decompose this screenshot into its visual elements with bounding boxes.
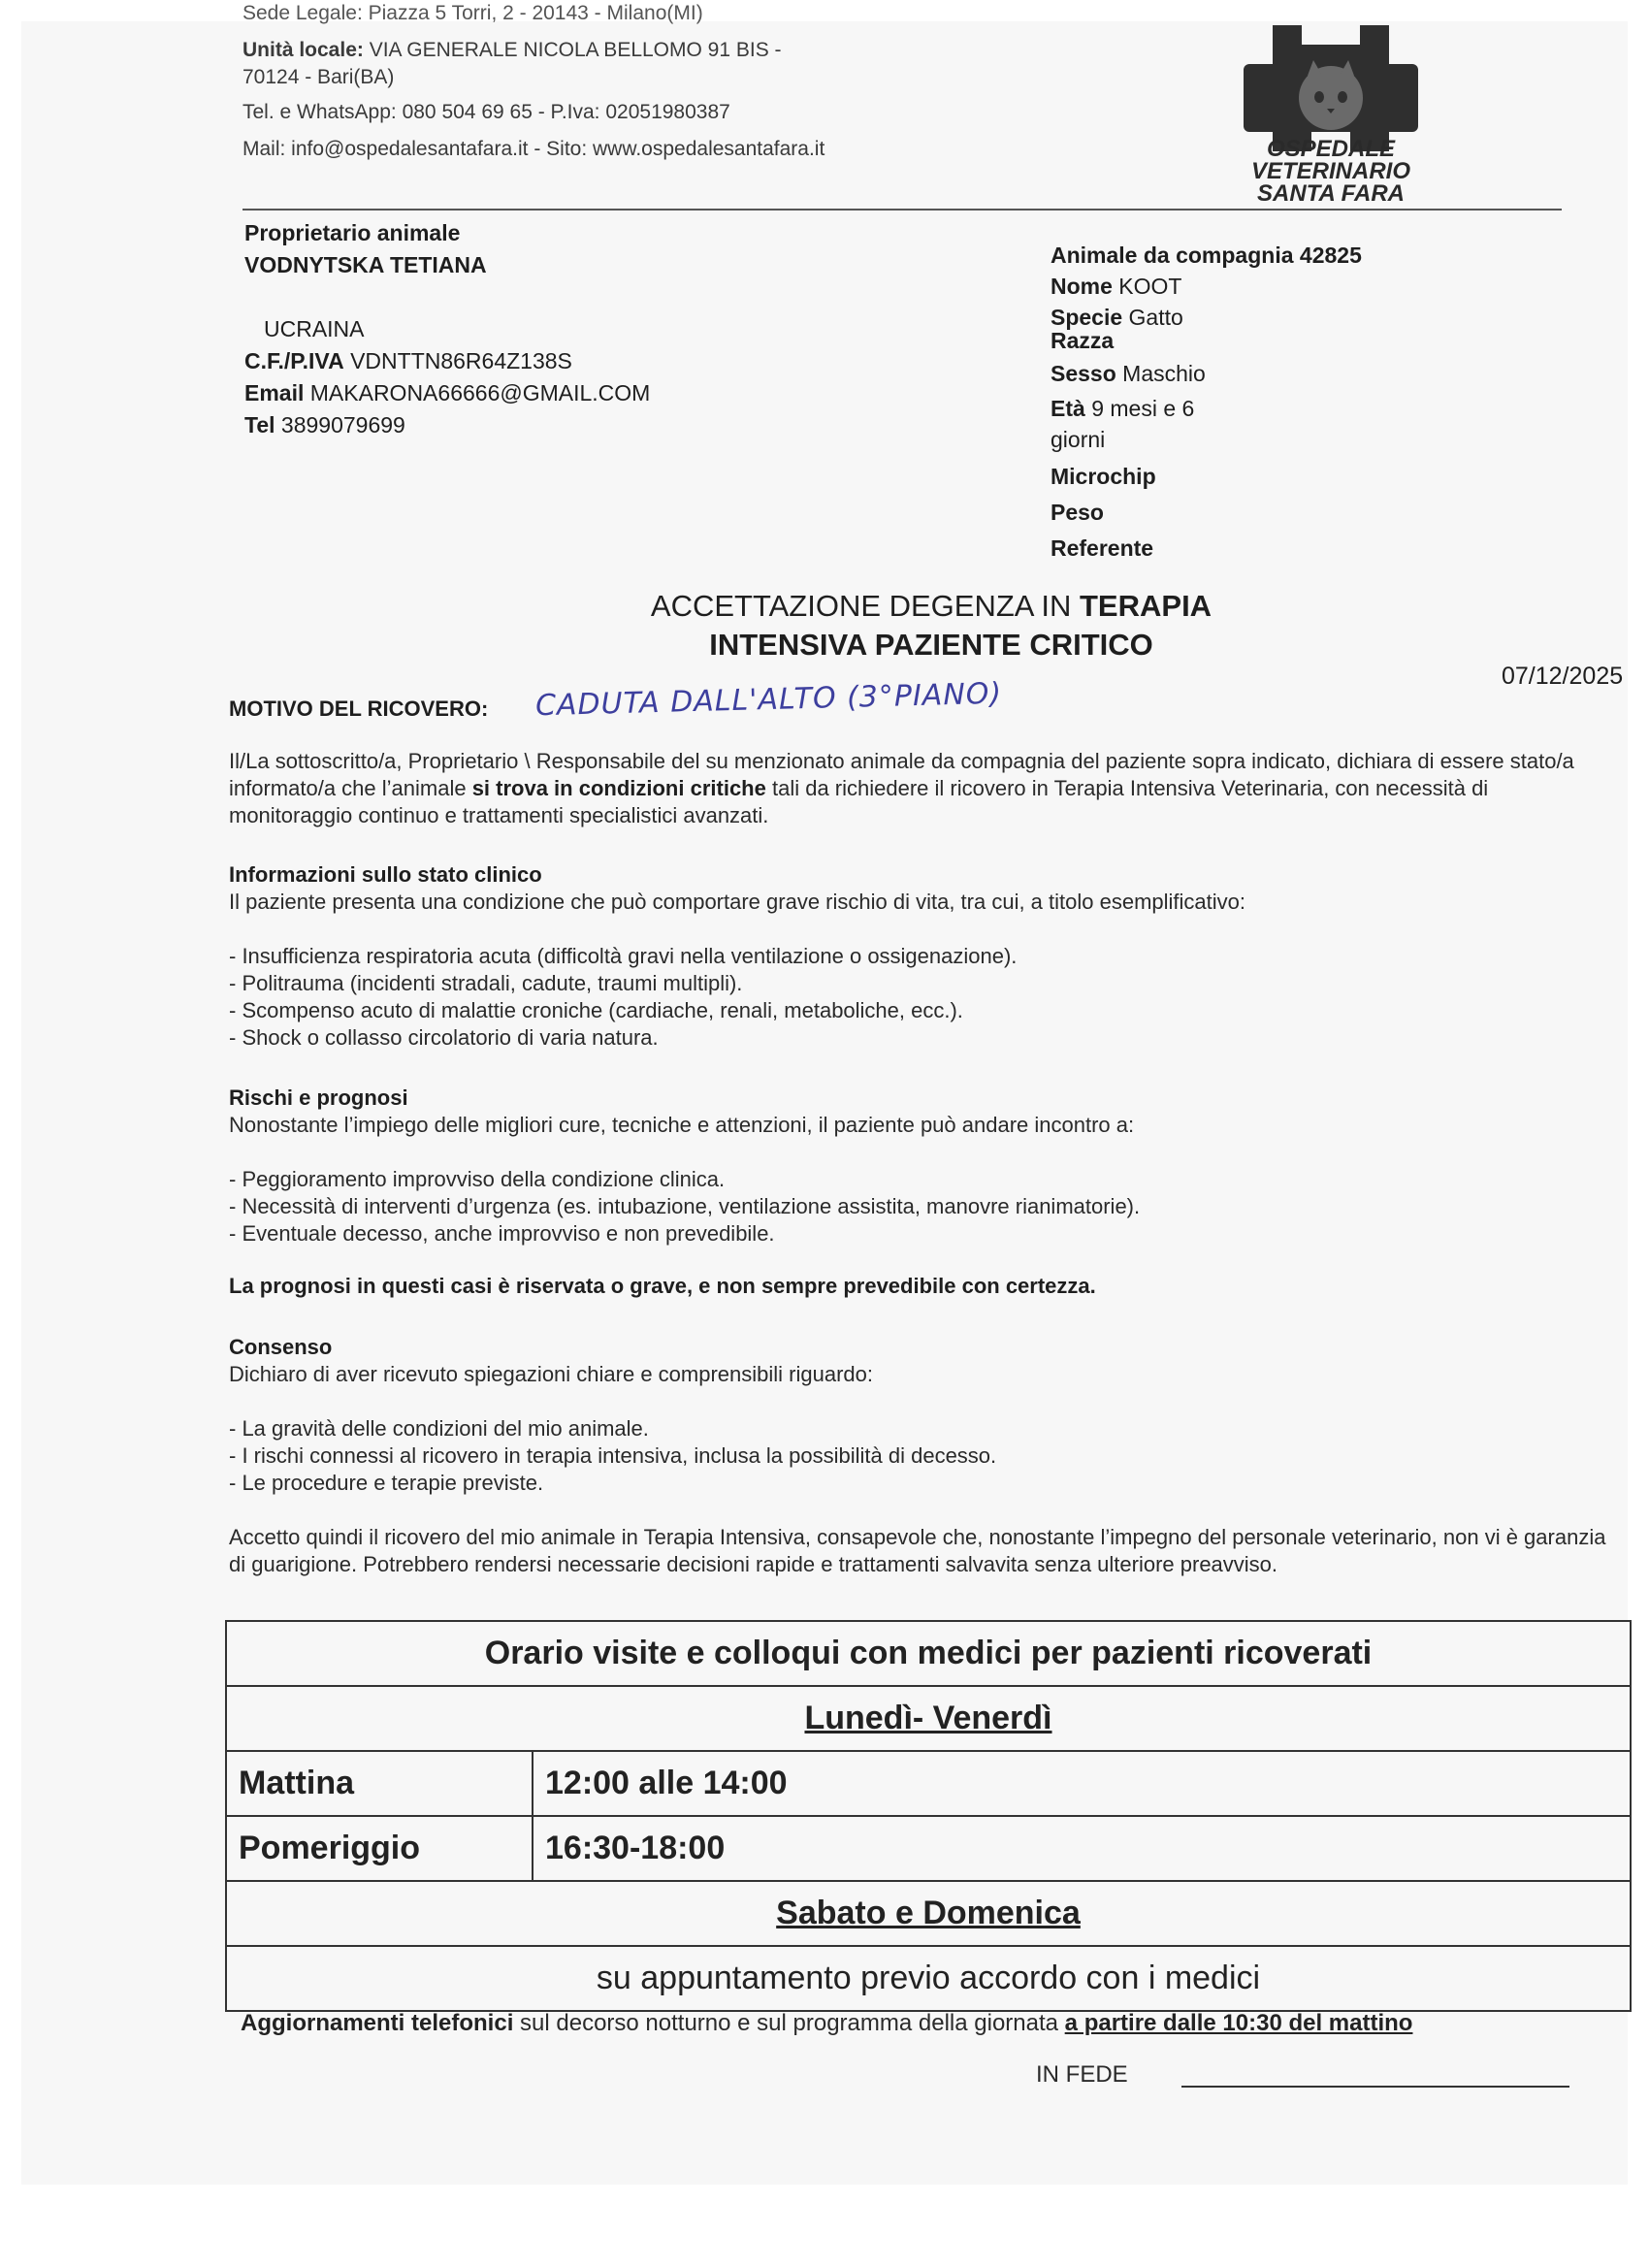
pet-eta-label: Età [1051,396,1085,421]
list-item: - Eventuale decesso, anche improvviso e non prevedibile. [229,1221,775,1246]
pet-nome-label: Nome [1051,274,1113,299]
pet-razza-label: Razza [1051,328,1115,353]
owner-tel-value: 3899079699 [280,412,405,437]
rischi-heading: Rischi e prognosi [229,1085,408,1110]
pet-sesso-value: Maschio [1122,361,1206,386]
consenso-section [229,1334,1616,1578]
footer-bold: Aggiornamenti telefonici [241,2010,514,2036]
list-item: - Shock o collasso circolatorio di varia natura. [229,1025,659,1050]
document-date: 07/12/2025 [1502,663,1624,690]
pet-specie-value: Gatto [1128,305,1183,330]
list-item: - Politrauma (incidenti stradali, cadute, traumi multipli). [229,971,743,995]
stato-clinico-heading: Informazioni sullo stato clinico [229,862,542,887]
owner-email-value: MAKARONA66666@GMAIL.COM [309,380,651,405]
footer-plain: sul decorso notturno e sul programma della giornata [513,2010,1065,2036]
list-item: - Insufficienza respiratoria acuta (difficoltà gravi nella ventilazione o ossigenazione). [229,944,1018,968]
owner-email-label: Email [244,380,305,405]
intro-paragraph [229,748,1616,829]
rischi-intro: Nonostante l’impiego delle migliori cure, tecniche e attenzioni, il paziente può andare incontro a: [229,1113,1135,1137]
intro-bold: si trova in condizioni critiche [471,776,766,800]
pet-specie-label: Specie [1051,305,1123,330]
intro-part1: Il/La sottoscritto/a, Proprietario \ Responsabile del su menzionato animale da compagnia del paziente sopra indicato, dichiara di essere stato/a informato/a che l’animale [229,749,1574,800]
prognosi-statement: La prognosi in questi casi è riservata o grave, e non sempre prevedibile con certezza. [229,1274,1096,1298]
owner-cf-value: VDNTTN86R64Z138S [350,348,572,373]
consenso-heading: Consenso [229,1335,333,1359]
table-row [226,1816,1631,1881]
row-value: 16:30-18:00 [533,1816,1631,1881]
header-unita [242,39,782,62]
owner-cf-label: C.F./P.IVA [244,348,344,373]
logo-line-3: SANTA FARA [1257,180,1405,207]
weekend-note: su appuntamento previo accordo con i medici [226,1946,1631,2011]
list-item: - La gravità delle condizioni del mio animale. [229,1416,649,1441]
title-line2: INTENSIVA PAZIENTE CRITICO [709,628,1153,662]
owner-block [244,217,650,441]
pet-eta-value-1: 9 mesi e 6 [1091,396,1195,421]
list-item: - Necessità di interventi d’urgenza (es. intubazione, ventilazione assistita, manovre rianimatorie). [229,1194,1141,1218]
logo-line-1: OSPEDALE [1266,136,1396,162]
row-label: Pomeriggio [226,1816,533,1881]
list-item: - Peggioramento improvviso della condizione clinica. [229,1167,726,1191]
weekend-heading: Sabato e Domenica [226,1881,1631,1946]
owner-heading: Proprietario animale [244,220,461,245]
header-tel: Tel. e WhatsApp: 080 504 69 65 - P.Iva: 02051980387 [242,101,730,123]
pet-peso-label: Peso [1051,500,1104,525]
consenso-intro: Dichiaro di aver ricevuto spiegazioni chiare e comprensibili riguardo: [229,1362,873,1386]
pet-microchip-label: Microchip [1051,464,1156,489]
owner-tel-label: Tel [244,412,275,437]
header-sede: Sede Legale: Piazza 5 Torri, 2 - 20143 - Milano(MI) [242,2,703,24]
table-row [226,1751,1631,1816]
logo-wordmark [1224,138,1438,205]
row-label: Mattina [226,1751,533,1816]
pet-heading: Animale da compagnia 42825 [1051,243,1362,268]
document-title [485,587,1377,664]
list-item: - Scompenso acuto di malattie croniche (cardiache, renali, metaboliche, ecc.). [229,998,963,1022]
pet-referente-label: Referente [1051,535,1154,561]
title-line1-bold: TERAPIA [1080,589,1212,623]
list-item: - Le procedure e terapie previste. [229,1471,544,1495]
title-line1-plain: ACCETTAZIONE DEGENZA IN [650,589,1080,623]
list-item: - I rischi connessi al ricovero in terapia intensiva, inclusa la possibilità di decesso. [229,1443,997,1468]
unita-label: Unità locale: [242,39,364,61]
stato-clinico-section [229,861,1616,1052]
visiting-hours-title: Orario visite e colloqui con medici per pazienti ricoverati [226,1621,1631,1686]
rischi-section [229,1085,1616,1300]
signature-line [1181,2086,1569,2088]
consenso-accetto: Accetto quindi il ricovero del mio animale in Terapia Intensiva, consapevole che, nonostante l’impegno del personale veterinario, non vi è garanzia di guarigione. Potrebbero rendersi necessarie decisioni rapide e trattamenti salvavita senza ulteriore preavviso. [229,1525,1606,1576]
logo-line-2: VETERINARIO [1250,158,1410,184]
visiting-hours-table [225,1620,1632,2012]
pet-block [1051,240,1400,564]
weekdays-heading: Lunedì- Venerdì [226,1686,1631,1751]
motivo-label: MOTIVO DEL RICOVERO: [229,697,489,721]
pet-sesso-label: Sesso [1051,361,1116,386]
owner-name: VODNYTSKA TETIANA [244,252,487,277]
footer-note [241,2010,1412,2037]
motivo-handwritten: CADUTA DALL'ALTO (3°PIANO) [534,676,1003,724]
owner-country: UCRAINA [264,316,365,341]
unita-value-1: VIA GENERALE NICOLA BELLOMO 91 BIS - [369,39,782,61]
unita-value-2: 70124 - Bari(BA) [242,66,395,88]
footer-underlined: a partire dalle 10:30 del mattino [1064,2010,1413,2036]
pet-eta-value-2: giorni [1051,427,1106,452]
intro-part2: tali da richiedere il ricovero in Terapia Intensiva Veterinaria, con necessità di monitoraggio continuo e trattamenti specialistici avanzati. [229,776,1489,827]
pet-nome-value: KOOT [1118,274,1182,299]
header-mail: Mail: info@ospedalesantafara.it - Sito: www.ospedalesantafara.it [242,138,825,160]
stato-clinico-intro: Il paziente presenta una condizione che può comportare grave rischio di vita, tra cui, a titolo esemplificativo: [229,890,1246,914]
row-value: 12:00 alle 14:00 [533,1751,1631,1816]
in-fede-label: IN FEDE [1036,2061,1128,2088]
